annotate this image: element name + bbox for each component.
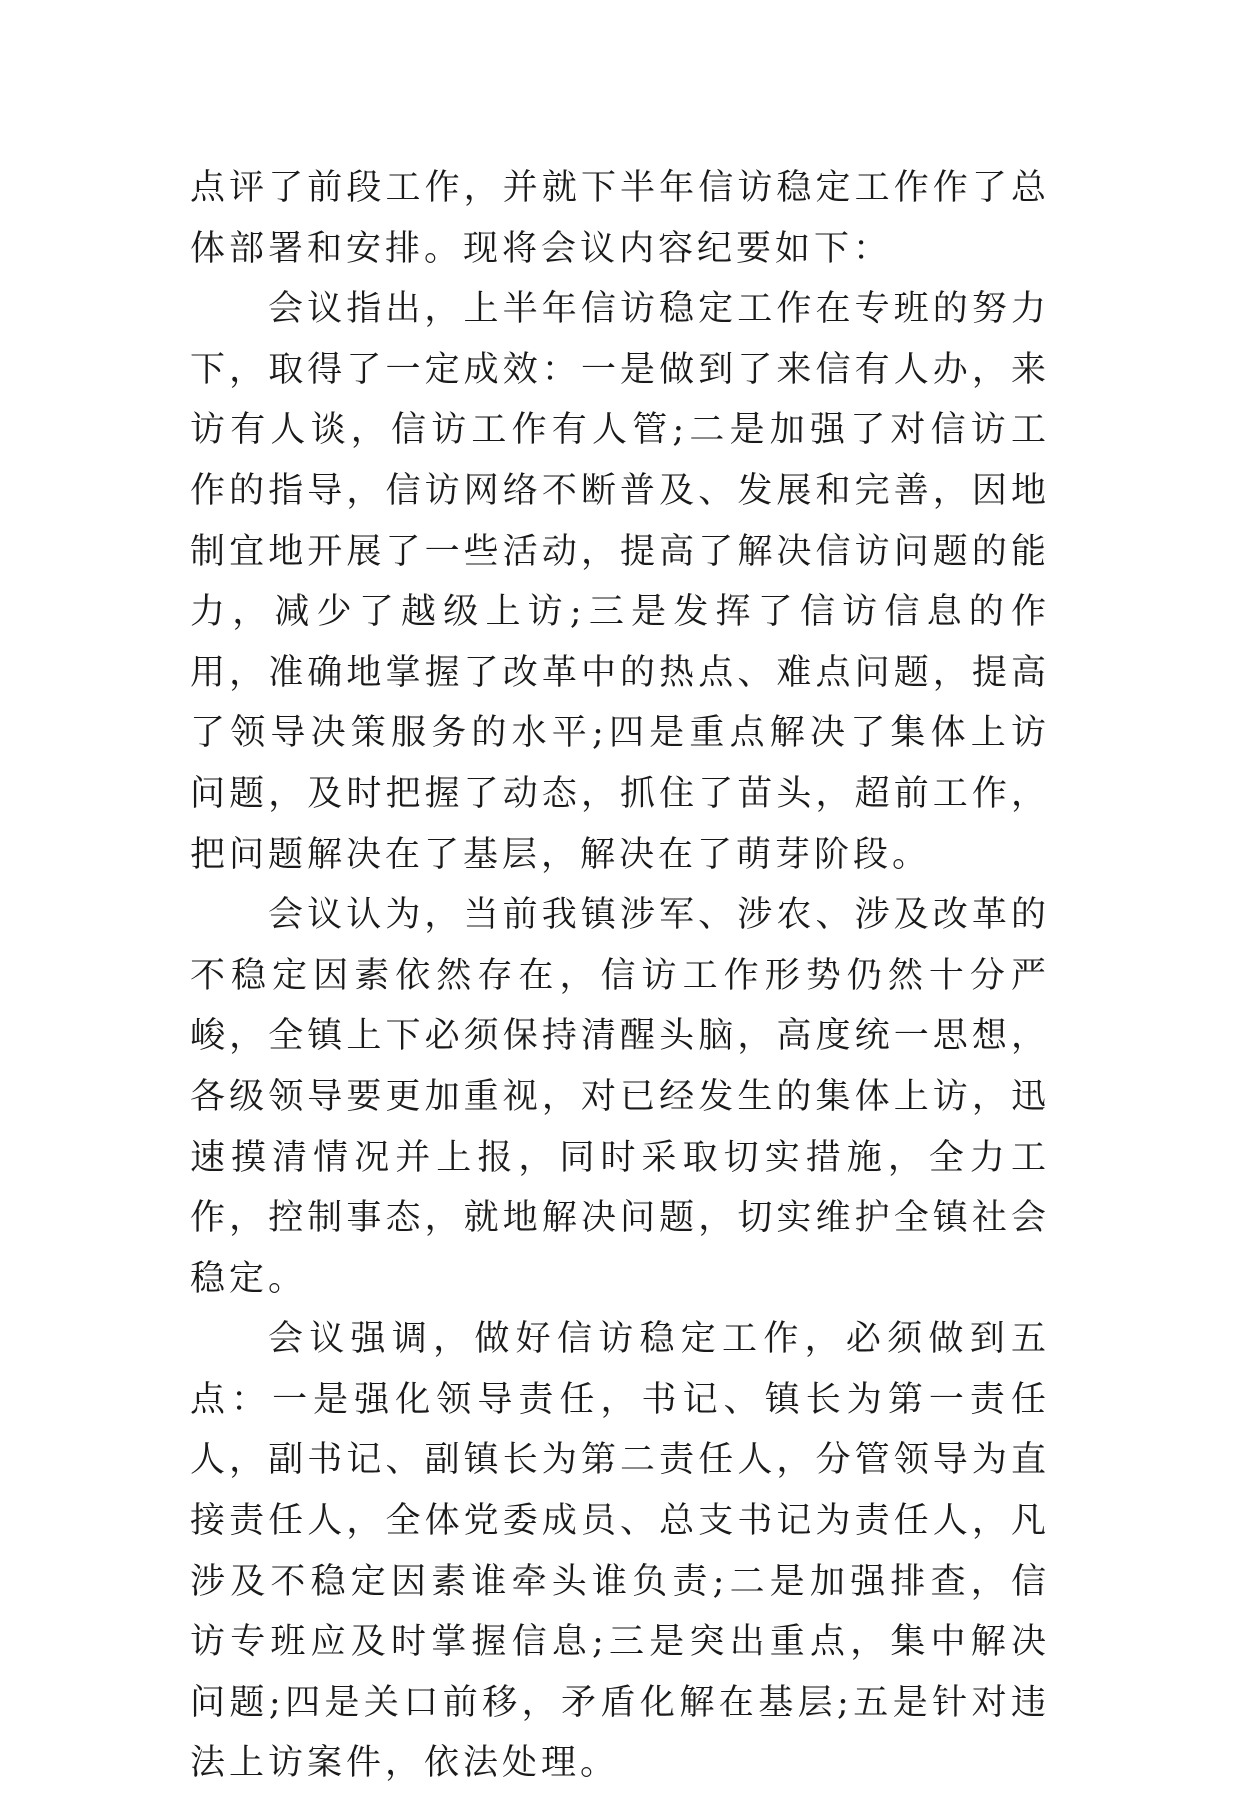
paragraph-meeting-considered: 会议认为，当前我镇涉军、涉农、涉及改革的不稳定因素依然存在，信访工作形势仍然十分严峻，全镇上下必须保持清醒头脑，高度统一思想，各级领导要更加重视，对已经发生的集体上访，迅速摸清情况并上报，同时采取切实措施，全力工作，控制事态，就地解决问题，切实维护全镇社会稳定。 [190, 895, 1050, 1299]
paragraph-meeting-pointed-out: 会议指出，上半年信访稳定工作在专班的努力下，取得了一定成效：一是做到了来信有人办，来访有人谈，信访工作有人管;二是加强了对信访工作的指导，信访网络不断普及、发展和完善，因地制宜地开展了一些活动，提高了解决信访问题的能力，减少了越级上访;三是发挥了信访信息的作用，准确地掌握了改革中的热点、难点问题，提高了领导决策服务的水平;四是重点解决了集体上访问题，及时把握了动态，抓住了苗头，超前工作，把问题解决在了基层，解决在了萌芽阶段。 [190, 289, 1050, 875]
document-body [190, 158, 1050, 1794]
paragraph-continued: 点评了前段工作，并就下半年信访稳定工作作了总体部署和安排。现将会议内容纪要如下： [190, 168, 1050, 269]
paragraph-meeting-emphasized: 会议强调，做好信访稳定工作，必须做到五点：一是强化领导责任，书记、镇长为第一责任人，副书记、副镇长为第二责任人，分管领导为直接责任人，全体党委成员、总支书记为责任人，凡涉及不稳定因素谁牵头谁负责;二是加强排查，信访专班应及时掌握信息;三是突出重点，集中解决问题;四是关口前移，矛盾化解在基层;五是针对违法上访案件，依法处理。 [190, 1319, 1050, 1784]
